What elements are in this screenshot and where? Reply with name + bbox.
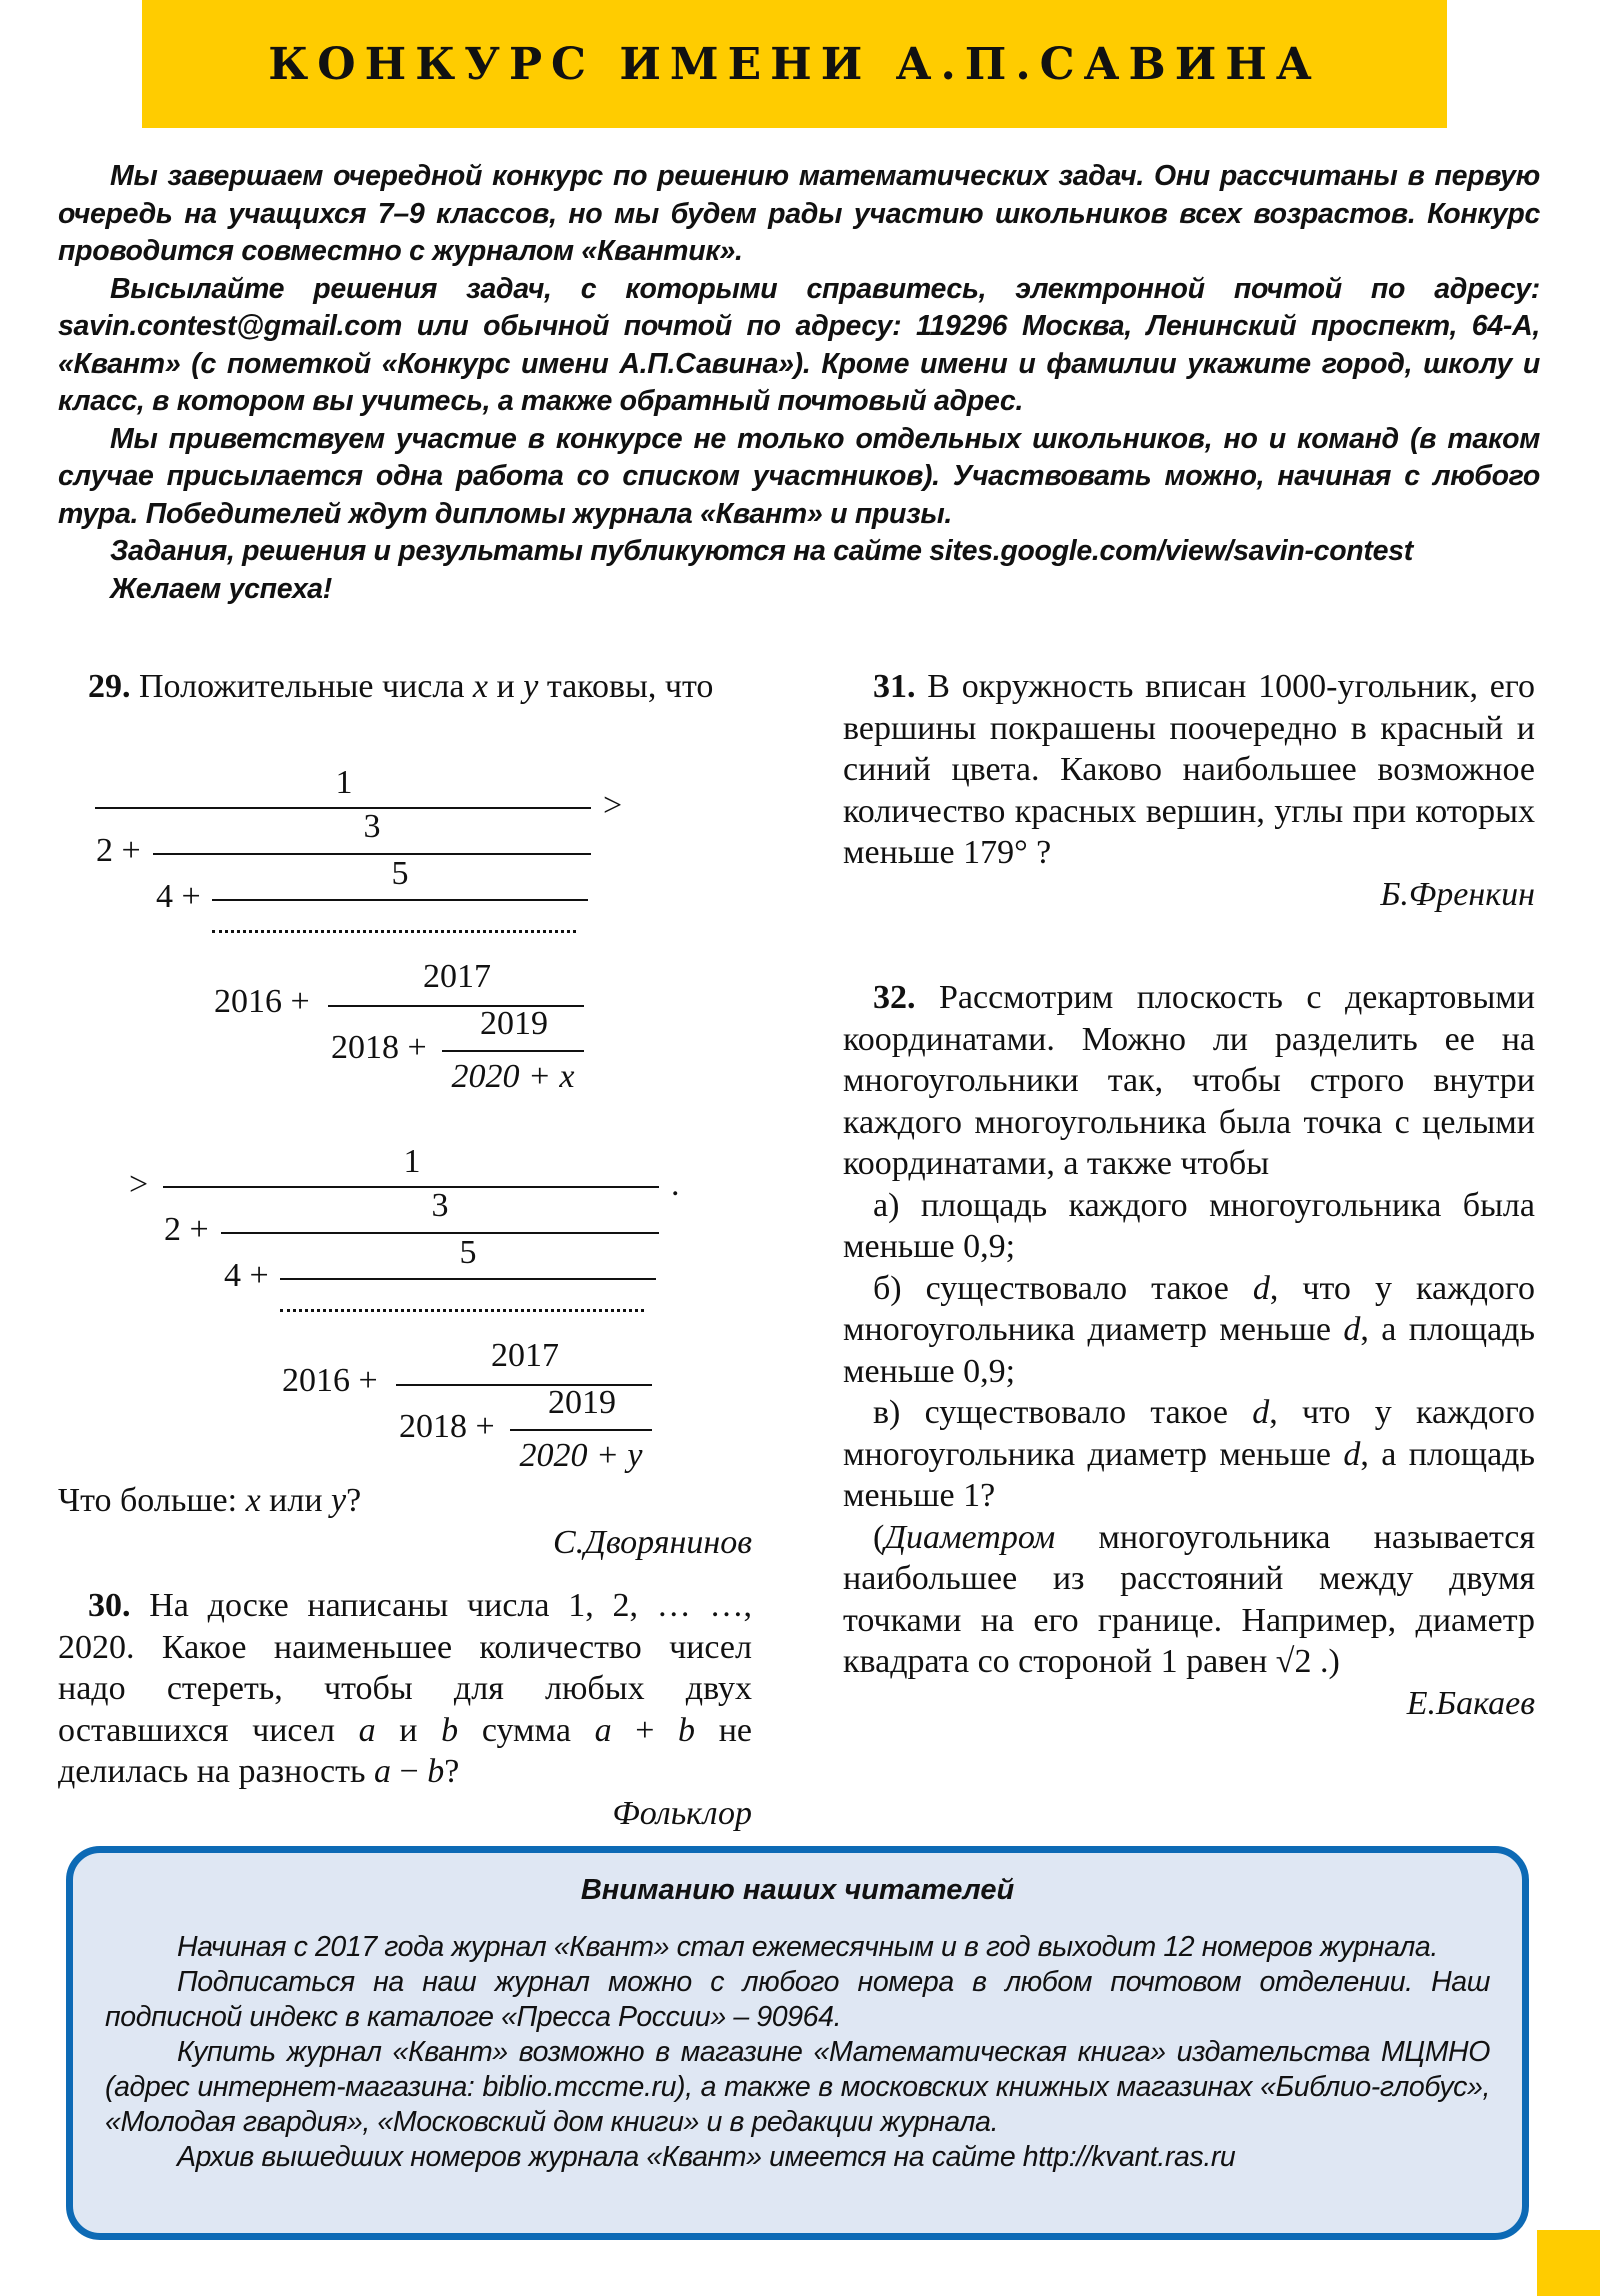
fraction-bar (163, 1186, 659, 1188)
text-run: или (260, 1482, 332, 1519)
math-variable: d (1252, 1269, 1270, 1307)
numerator: 2019 (548, 1384, 616, 1421)
text-run: ? (346, 1482, 362, 1519)
math-variable: b (441, 1711, 459, 1749)
numerator: 5 (391, 855, 409, 892)
math-variable: y (523, 668, 539, 705)
intro-paragraph: Мы завершаем очередной конкурс по решению математических задач. Они рассчитаны в первую очередь на учащихся 7–9 классов, но мы будем рады участию школьников всех возрастов. Конкурс проводится совместно с журналом «Квантик». (58, 160, 1540, 267)
text-run: В окружность вписан 1000-угольник, его вершины покрашены поочередно в красный и синий цвета. Каково наибольшее возможное количество красных вершин, углы при которых меньше 179° ? (843, 668, 1535, 871)
continued-fraction-x (95, 764, 623, 1100)
intro-text (58, 158, 1540, 608)
term: 2018 + (331, 1029, 427, 1066)
problem-item-b (843, 1268, 1535, 1393)
text-run: таковы, что (538, 668, 714, 705)
math-variable: d (1252, 1394, 1270, 1431)
fraction-bar (212, 899, 588, 901)
fraction-bar (442, 1050, 584, 1052)
problem-note (843, 1517, 1535, 1683)
page-title: КОНКУРС ИМЕНИ А.П.САВИНА (268, 38, 1321, 90)
notice-title: Вниманию наших читателей (580, 1874, 1015, 1906)
problem-author: Фольклор (612, 1794, 752, 1832)
math-variable: d (1343, 1435, 1361, 1473)
text-run: в) существовало такое (873, 1394, 1253, 1431)
math-variable: x (245, 1482, 261, 1519)
numerator: 5 (459, 1234, 477, 1271)
problem-30 (58, 1585, 752, 1834)
math-variable: a (594, 1711, 612, 1749)
text-run: многоугольника называется наибольшее из расстояний между двумя точками на его границе. Например, диаметр квадрата со стороной 1 равен √2 .) (843, 1518, 1535, 1680)
math-variable: b (427, 1753, 445, 1790)
problem-item-c (843, 1392, 1535, 1517)
text-run: и (375, 1711, 442, 1749)
term: 2018 + (399, 1408, 495, 1445)
math-variable: a (374, 1753, 392, 1790)
numerator: 3 (431, 1187, 449, 1224)
math-variable: d (1343, 1311, 1361, 1348)
numerator: 1 (335, 764, 353, 801)
text-run: сумма (458, 1711, 595, 1749)
end-period: . (671, 1166, 680, 1203)
problem-author: С.Дворянинов (553, 1523, 752, 1561)
problem-question (58, 1480, 752, 1522)
notice-paragraph: Архив вышедших номеров журнала «Квант» имеется на сайте http://kvant.ras.ru (177, 2141, 1236, 2173)
relation-sign: > (603, 787, 623, 824)
readers-notice (66, 1846, 1529, 2240)
ellipsis-dots (212, 930, 576, 933)
denominator: 2020 + y (519, 1437, 643, 1474)
numerator: 2019 (480, 1005, 548, 1042)
intro-paragraph: Задания, решения и результаты публикуются на сайте sites.google.com/view/savin-contest (110, 535, 1413, 567)
problem-number: 31. (873, 668, 916, 705)
notice-paragraph: Начиная с 2017 года журнал «Квант» стал ежемесячным и в год выходит 12 номеров журнала. (177, 1931, 1438, 1963)
denominator: 2020 + x (451, 1058, 575, 1095)
problem-text (58, 1587, 752, 1790)
page-corner-marker (1537, 2230, 1600, 2296)
term: 2016 + (214, 983, 310, 1020)
math-variable: b (678, 1711, 696, 1749)
problem-number: 32. (873, 979, 916, 1016)
term: 2016 + (282, 1362, 378, 1399)
text-run: , а площадь меньше 0,9; (843, 1311, 1535, 1390)
notice-paragraph: Купить журнал «Квант» возможно в магазине «Математическая книга» издательства МЦМНО (адрес интернет-магазина: biblio.mccme.ru), а также в московских книжных магазинах «Библио-глобус», «Молодая гвардия», «Московский дом книги» и в редакции журнала. (105, 2036, 1490, 2138)
math-variable: y (331, 1482, 347, 1519)
numerator: 2017 (491, 1337, 559, 1374)
intro-paragraph: Высылайте решения задач, с которыми справитесь, электронной почтой по адресу: savin.contest@gmail.com или обычной почтой по адресу: 119296 Москва, Ленинский проспект, 64-А, «Квант» (с пометкой «Конкурс имени А.П.Савина»). Кроме имени и фамилии укажите город, школу и класс, в котором вы учитесь, а также обратный почтовый адрес. (58, 272, 1540, 417)
text-run: + (611, 1711, 679, 1749)
problem-29-end (58, 1480, 752, 1563)
fraction-bar (221, 1232, 659, 1234)
fraction-bar (95, 807, 591, 809)
problem-29 (58, 666, 752, 708)
math-variable: Диаметром (884, 1518, 1056, 1556)
text-run: , а площадь меньше 1? (843, 1435, 1535, 1514)
problem-text (843, 979, 1535, 1182)
text-run: ? (444, 1753, 460, 1790)
text-run: б) существовало такое (873, 1269, 1253, 1307)
text-run: На доске написаны числа 1, 2, … …, 2020. Какое наименьшее количество чисел надо стереть, чтобы для любых двух оставшихся чисел (58, 1587, 752, 1749)
text-run: и (488, 668, 524, 705)
intro-paragraph: Желаем успеха! (110, 572, 332, 605)
text-run: Рассмотрим плоскость с декартовыми координатами. Можно ли разделить ее на многоугольники так, чтобы строго внутри каждого многоугольника была точка с целыми координатами, а также чтобы (843, 979, 1535, 1182)
problem-32 (843, 977, 1535, 1724)
text-run: не делилась на разность (58, 1711, 752, 1790)
text-run: Положительные числа (130, 668, 473, 705)
problem-author: Б.Френкин (1380, 875, 1535, 913)
term: 4 + (156, 878, 201, 915)
notice-paragraph: Подписаться на наш журнал можно с любого номера в любом почтовом отделении. Наш подписной индекс в каталоге «Пресса России» – 90964. (105, 1966, 1490, 2033)
text-run: Что больше: (58, 1482, 246, 1519)
ellipsis-dots (280, 1309, 644, 1312)
problem-author: Е.Бакаев (1406, 1684, 1535, 1722)
text-run: а) площадь каждого многоугольника была меньше 0,9; (843, 1186, 1535, 1265)
text-run: , что у каждого многоугольника диаметр меньше (843, 1394, 1535, 1473)
fraction-bar (510, 1429, 652, 1431)
text-run: , что у каждого многоугольника диаметр меньше (843, 1269, 1535, 1348)
term: 2 + (96, 832, 141, 869)
text-run: ( (873, 1518, 885, 1556)
fraction-bar (280, 1278, 656, 1280)
numerator: 1 (403, 1143, 421, 1180)
problem-number: 30. (88, 1587, 131, 1624)
problem-text (843, 668, 1535, 871)
problem-text (131, 668, 714, 705)
continued-fraction-y (129, 1143, 683, 1479)
term: 2 + (164, 1211, 209, 1248)
problem-number: 29. (88, 668, 131, 705)
problem-item-a (843, 1185, 1535, 1268)
text-run: − (391, 1753, 428, 1790)
problem-31 (843, 666, 1535, 915)
math-variable: x (472, 668, 489, 705)
numerator: 2017 (423, 958, 491, 995)
term: 4 + (224, 1257, 269, 1294)
intro-paragraph: Мы приветствуем участие в конкурсе не только отдельных школьников, но и команд (в таком случае присылается одна работа со списком участников). Участвовать можно, начиная с любого тура. Победителей ждут дипломы журнала «Квант» и призы. (58, 422, 1540, 530)
math-variable: a (358, 1711, 376, 1749)
relation-sign: > (129, 1166, 149, 1203)
contest-banner (142, 0, 1447, 128)
numerator: 3 (363, 808, 381, 845)
fraction-bar (153, 853, 591, 855)
